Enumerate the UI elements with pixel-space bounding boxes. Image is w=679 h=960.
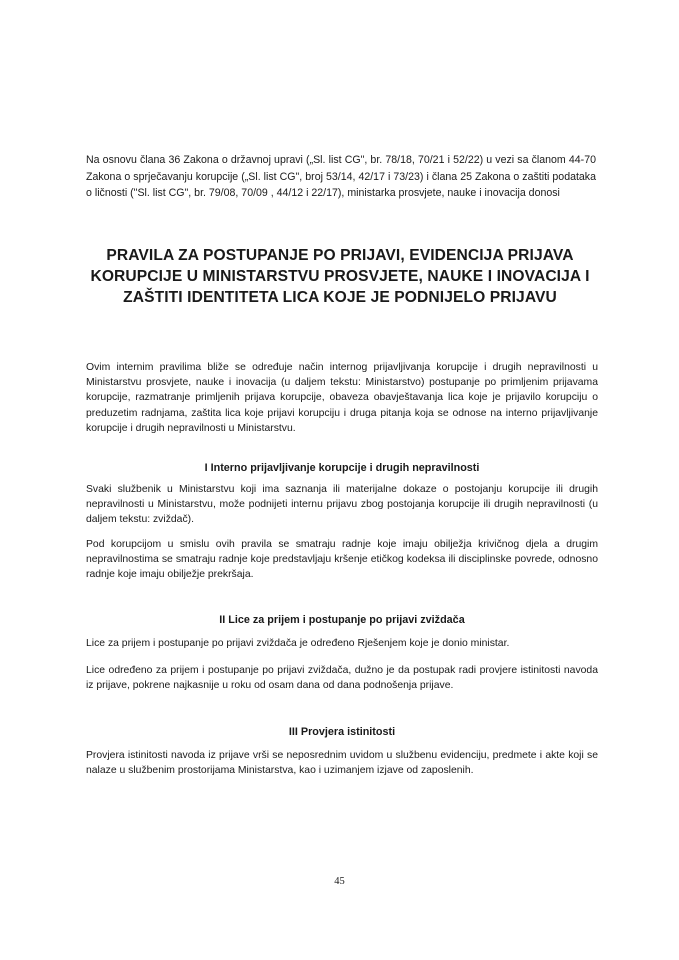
section-3-heading: III Provjera istinitosti	[288, 726, 396, 738]
section-2-paragraph-1: Lice za prijem i postupanje po prijavi zviždača je određeno Rješenjem koje je donio ministar.	[86, 638, 510, 649]
section-2-paragraph-2: Lice određeno za prijem i postupanje po prijavi zviždača, dužno je da postupak radi provjere istinitosti navoda iz prijave, pokrene najkasnije u roku od osam dana od dana podnošenja prijave.	[86, 665, 598, 692]
section-1-paragraph-1: Svaki službenik u Ministarstvu koji ima saznanja ili materijalne dokaze o postojanju korupcije ili drugih nepravilnosti u Ministarstvu, može podnijeti internu prijavu zbog postojanja korupcije ili drugih nepravilnosti (u daljem tekstu: zviždač).	[86, 484, 598, 526]
intro-paragraph: Ovim internim pravilima bliže se određuje način internog prijavljivanja korupcije i drugih nepravilnosti u Ministarstvu prosvjete, nauke i inovacija (u daljem tekstu: Ministarstvo) postupanje po primljenim prijavama korupcije, razmatranje primljenih prijava korupcije, obaveza obavještavanja lica koje je prijavilo korupciju o preduzetim radnjama, zaštita lica koje prijavi korupciju i druga pitanja koja se odnose na interno prijavljivanje korupcije i drugih nepravilnosti u Ministarstvu.	[86, 362, 598, 434]
section-1-heading: I Interno prijavljivanje korupcije i drugih nepravilnosti	[204, 462, 480, 474]
preamble-paragraph: Na osnovu člana 36 Zakona o državnoj upravi („Sl. list CG", br. 78/18, 70/21 i 52/22) u vezi sa članom 44-70 Zakona o sprječavanju korupcije („Sl. list CG", broj 53/14, 42/17 i 73/23) i člana 25 Zakona o zaštiti podataka o ličnosti ("Sl. list CG", br. 79/08, 70/09 , 44/12 i 22/17), ministarka prosvjete, nauke i inovacija donosi	[86, 154, 596, 199]
section-3-paragraph-1: Provjera istinitosti navoda iz prijave vrši se neposrednim uvidom u službenu evidenciju, predmete i akte koji se nalaze u službenim prostorijama Ministarstva, kao i uzimanjem izjave od zaposlenih.	[86, 750, 598, 777]
document-title: PRAVILA ZA POSTUPANJE PO PRIJAVI, EVIDENCIJA PRIJAVA KORUPCIJE U MINISTARSTVU PROSVJETE, NAUKE I INOVACIJA I ZAŠTITI IDENTITETA LICA KOJE JE PODNIJELO PRIJAVU	[90, 247, 590, 306]
page-number: 45	[334, 876, 345, 887]
section-1-paragraph-2: Pod korupcijom u smislu ovih pravila se smatraju radnje koje imaju obilježja krivičnog djela a drugim nepravilnostima se smatraju radnje koje predstavljaju kršenje etičkog kodeksa ili disciplinske povrede, odnosno radnje koje imaju obilježje prekršaja.	[86, 539, 598, 581]
section-2-heading: II Lice za prijem i postupanje po prijavi zviždača	[219, 614, 465, 626]
